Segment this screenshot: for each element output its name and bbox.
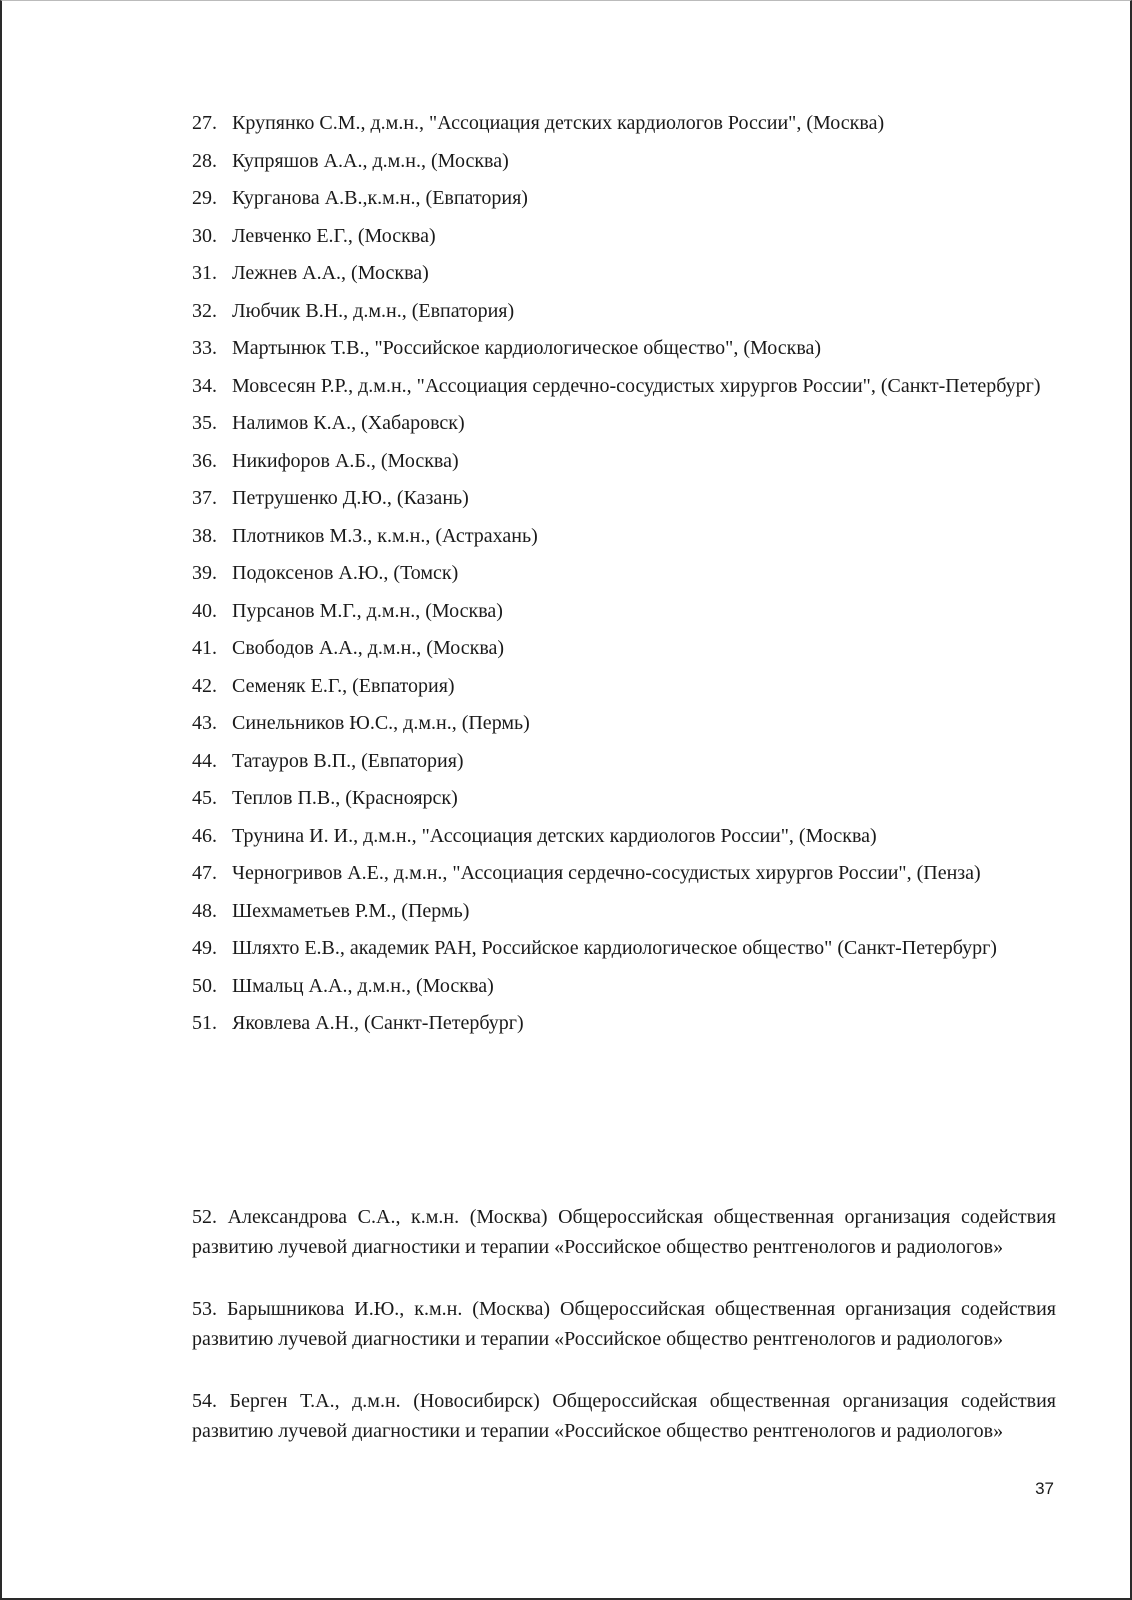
item-text: Теплов П.В., (Красноярск) — [232, 787, 458, 809]
list-item — [192, 818, 1056, 856]
item-number: 49. — [192, 937, 217, 959]
item-number: 31. — [192, 262, 217, 284]
list-item — [192, 105, 1056, 143]
item-number: 42. — [192, 674, 217, 697]
item-number: 47. — [192, 862, 217, 884]
item-number: 51. — [192, 1012, 217, 1034]
item-number: 45. — [192, 787, 217, 809]
item-text: Яковлева А.Н., (Санкт-Петербург) — [232, 1012, 524, 1034]
item-number: 34. — [192, 374, 217, 397]
list-item — [192, 780, 1056, 818]
item-text: Купряшов А.А., д.м.н., (Москва) — [232, 149, 509, 172]
item-text: Петрушенко Д.Ю., (Казань) — [232, 487, 469, 509]
item-text: Плотников М.З., к.м.н., (Астрахань) — [232, 524, 538, 547]
item-text: Синельников Ю.С., д.м.н., (Пермь) — [232, 712, 530, 734]
item-number: 43. — [192, 712, 217, 734]
list-item — [192, 668, 1056, 706]
item-number: 39. — [192, 562, 217, 584]
list-item — [192, 443, 1056, 481]
item-text: Черногривов А.Е., д.м.н., "Ассоциация сердечно-сосудистых хирургов России", (Пенза) — [232, 862, 981, 884]
list-item — [192, 630, 1056, 668]
item-number: 44. — [192, 749, 217, 772]
item-text: Шмальц А.А., д.м.н., (Москва) — [232, 974, 494, 997]
list-item — [192, 743, 1056, 781]
list-paragraph: 52. Александрова С.А., к.м.н. (Москва) Общероссийская общественная организация содействия развитию лучевой диагностики и терапии «Российское общество рентгенологов и радиологов» — [192, 1206, 1056, 1258]
item-number: 28. — [192, 149, 217, 172]
list-item — [192, 180, 1056, 218]
item-text: Любчик В.Н., д.м.н., (Евпатория) — [232, 299, 515, 322]
item-text: Семеняк Е.Г., (Евпатория) — [232, 674, 455, 697]
item-number: 36. — [192, 449, 217, 472]
item-number: 33. — [192, 337, 217, 359]
item-text: Левченко Е.Г., (Москва) — [232, 224, 436, 247]
item-text: Мовсесян Р.Р., д.м.н., "Ассоциация сердечно-сосудистых хирургов России", (Санкт-Петербург) — [232, 374, 1041, 397]
list-item — [192, 555, 1056, 593]
list-paragraph: 53. Барышникова И.Ю., к.м.н. (Москва) Общероссийская общественная организация содействия развитию лучевой диагностики и терапии «Российское общество рентгенологов и радиологов» — [192, 1298, 1056, 1350]
list-item — [192, 255, 1056, 293]
item-text: Шляхто Е.В., академик РАН, Российское кардиологическое общество" (Санкт-Петербург) — [232, 937, 997, 959]
list-item — [192, 405, 1056, 443]
item-number: 30. — [192, 224, 217, 247]
list-item — [192, 893, 1056, 931]
item-text: Свободов А.А., д.м.н., (Москва) — [232, 637, 505, 659]
item-number: 37. — [192, 487, 217, 509]
list-item — [192, 930, 1056, 968]
item-number: 27. — [192, 112, 217, 134]
item-text: Пурсанов М.Г., д.м.н., (Москва) — [232, 599, 503, 622]
item-number: 38. — [192, 524, 217, 547]
list-paragraph: 54. Берген Т.А., д.м.н. (Новосибирск) Общероссийская общественная организация содействия развитию лучевой диагностики и терапии «Российское общество рентгенологов и радиологов» — [192, 1390, 1056, 1442]
item-text: Мартынюк Т.В., "Российское кардиологическое общество", (Москва) — [232, 337, 822, 359]
item-text: Лежнев А.А., (Москва) — [232, 262, 429, 284]
list-item — [192, 518, 1056, 556]
item-number: 48. — [192, 899, 217, 922]
item-text: Курганова А.В.,к.м.н., (Евпатория) — [232, 187, 528, 209]
list-item — [192, 143, 1056, 181]
item-text: Трунина И. И., д.м.н., "Ассоциация детских кардиологов России", (Москва) — [232, 824, 877, 847]
list-item — [192, 480, 1056, 518]
item-number: 29. — [192, 187, 217, 209]
list-item — [192, 968, 1056, 1006]
item-number: 46. — [192, 824, 217, 847]
item-text: Шехмаметьев Р.М., (Пермь) — [232, 899, 470, 922]
list-item — [192, 705, 1056, 743]
item-number: 32. — [192, 299, 217, 322]
item-number: 40. — [192, 599, 217, 622]
participant-list — [192, 105, 1056, 1043]
item-text: Налимов К.А., (Хабаровск) — [232, 412, 465, 434]
item-text: Татауров В.П., (Евпатория) — [232, 749, 464, 772]
list-item — [192, 855, 1056, 893]
item-text: Никифоров А.Б., (Москва) — [232, 449, 459, 472]
item-text: Крупянко С.М., д.м.н., "Ассоциация детских кардиологов России", (Москва) — [232, 112, 885, 134]
list-item — [192, 330, 1056, 368]
item-number: 35. — [192, 412, 217, 434]
list-item — [192, 368, 1056, 406]
list-item — [192, 593, 1056, 631]
item-text: Подоксенов А.Ю., (Томск) — [232, 562, 459, 584]
item-number: 41. — [192, 637, 217, 659]
item-number: 50. — [192, 974, 217, 997]
list-item — [192, 293, 1056, 331]
page-number: 37 — [1035, 1479, 1054, 1498]
list-item — [192, 218, 1056, 256]
list-item — [192, 1005, 1056, 1043]
